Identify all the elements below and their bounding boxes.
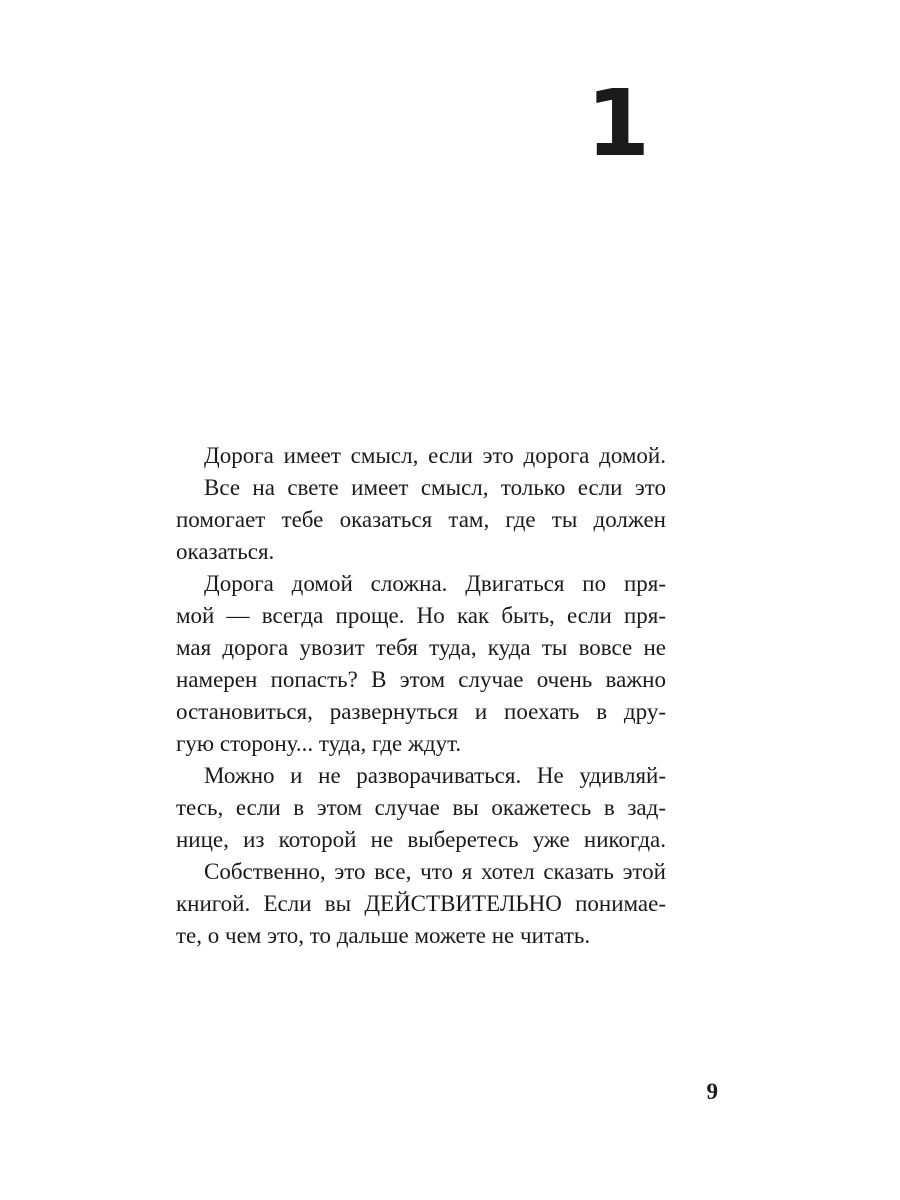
- text-line: остановиться, развернуться и поехать в дру-: [176, 699, 666, 724]
- text-line: оказаться.: [176, 539, 275, 564]
- text-line: мая дорога увозит тебя туда, куда ты вовсе не: [176, 635, 666, 660]
- chapter-body-text: [176, 440, 666, 952]
- page-number: 9: [706, 1079, 718, 1104]
- text-line: мой — всегда проще. Но как быть, если пря-: [176, 603, 666, 628]
- text-line: книгой. Если вы ДЕЙСТВИТЕЛЬНО понимае-: [176, 891, 666, 916]
- text-line: намерен попасть? В этом случае очень важно: [176, 667, 666, 692]
- text-line: тесь, если в этом случае вы окажетесь в зад-: [176, 795, 666, 820]
- text-line: гую сторону... туда, где ждут.: [176, 731, 462, 756]
- text-line: те, о чем это, то дальше можете не читать.: [176, 923, 591, 948]
- text-line: нице, из которой не выберетесь уже никогда.: [176, 827, 666, 852]
- text-line: Можно и не разворачиваться. Не удивляй-: [204, 763, 666, 788]
- text-line: Все на свете имеет смысл, только если это: [204, 475, 666, 500]
- text-line: Дорога имеет смысл, если это дорога домой.: [204, 443, 666, 468]
- text-line: помогает тебе оказаться там, где ты должен: [176, 507, 666, 532]
- text-line: Дорога домой сложна. Двигаться по пря-: [204, 571, 666, 596]
- text-line: Собственно, это все, что я хотел сказать этой: [204, 859, 666, 884]
- chapter-number: 1: [585, 70, 650, 177]
